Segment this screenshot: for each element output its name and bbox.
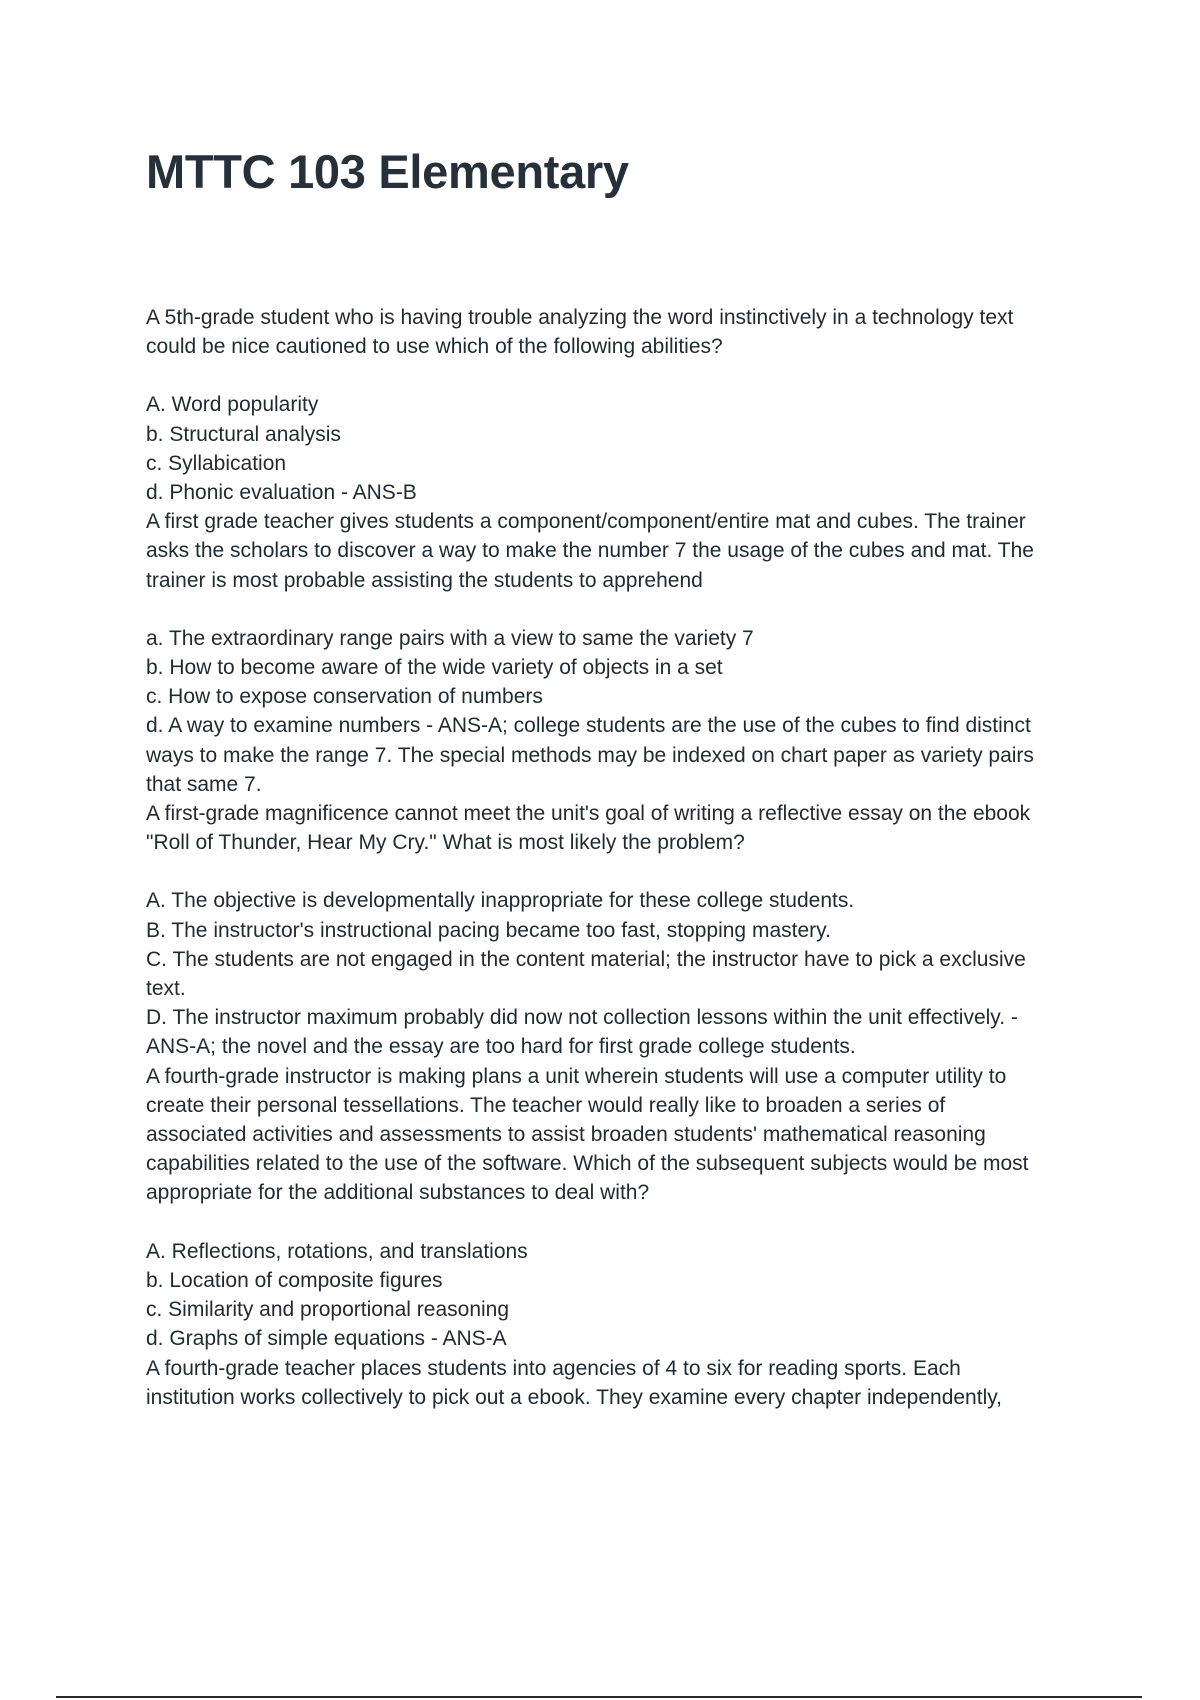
footer-divider <box>56 1696 1142 1698</box>
text-line: A first-grade magnificence cannot meet the unit's goal of writing a reflective essay on the ebook <box>146 802 1031 826</box>
text-line: could be nice cautioned to use which of the following abilities? <box>146 335 723 359</box>
text-line: C. The students are not engaged in the content material; the instructor have to pick a exclusive <box>146 947 1026 971</box>
text-line: c. Similarity and proportional reasoning <box>146 1298 510 1322</box>
text-line: D. The instructor maximum probably did now not collection lessons within the unit effectively. - <box>146 1006 1018 1030</box>
text-line: text. <box>146 977 186 1001</box>
text-line: d. A way to examine numbers - ANS-A; college students are the use of the cubes to find distinct <box>146 714 1031 738</box>
document-title: MTTC 103 Elementary <box>146 145 629 198</box>
text-line: A fourth-grade teacher places students into agencies of 4 to six for reading sports. Each <box>146 1356 961 1380</box>
paragraph-spacer <box>146 361 1096 390</box>
text-line: B. The instructor's instructional pacing became too fast, stopping mastery. <box>146 918 831 942</box>
text-line: A fourth-grade instructor is making plans a unit wherein students will use a computer utility to <box>146 1064 1007 1088</box>
text-line: A. Reflections, rotations, and translations <box>146 1239 528 1263</box>
text-line: institution works collectively to pick out a ebook. They examine every chapter independently, <box>146 1385 1003 1409</box>
text-line: asks the scholars to discover a way to make the number 7 the usage of the cubes and mat. The <box>146 539 1034 563</box>
text-line: c. How to expose conservation of numbers <box>146 685 543 709</box>
text-line: A. Word popularity <box>146 393 319 417</box>
text-line: A. The objective is developmentally inappropriate for these college students. <box>146 889 855 913</box>
text-line: ANS-A; the novel and the essay are too hard for first grade college students. <box>146 1035 856 1059</box>
text-line: associated activities and assessments to assist broaden students' mathematical reasoning <box>146 1123 986 1147</box>
text-line: capabilities related to the use of the software. Which of the subsequent subjects would be most <box>146 1152 1029 1176</box>
text-line: create their personal tessellations. The teacher would really like to broaden a series of <box>146 1093 946 1117</box>
text-line: appropriate for the additional substances to deal with? <box>146 1181 650 1205</box>
text-line: b. Location of composite figures <box>146 1268 443 1292</box>
text-line: a. The extraordinary range pairs with a view to same the variety 7 <box>146 626 754 650</box>
text-line: that same 7. <box>146 772 262 796</box>
text-line: c. Syllabication <box>146 451 287 475</box>
paragraph-spacer <box>146 857 1096 886</box>
text-line: trainer is most probable assisting the students to apprehend <box>146 568 703 592</box>
text-line: d. Phonic evaluation - ANS-B <box>146 481 417 505</box>
text-line: A first grade teacher gives students a component/component/entire mat and cubes. The trainer <box>146 510 1026 534</box>
text-line: "Roll of Thunder, Hear My Cry." What is most likely the problem? <box>146 831 745 855</box>
text-line: ways to make the range 7. The special methods may be indexed on chart paper as variety pairs <box>146 743 1034 767</box>
document-body <box>146 303 1096 1412</box>
text-line: d. Graphs of simple equations - ANS-A <box>146 1327 507 1351</box>
text-line: A 5th-grade student who is having trouble analyzing the word instinctively in a technology text <box>146 306 1014 329</box>
text-line: b. How to become aware of the wide variety of objects in a set <box>146 656 723 680</box>
paragraph-spacer <box>146 595 1096 624</box>
text-line: b. Structural analysis <box>146 422 341 446</box>
paragraph-spacer <box>146 1208 1096 1237</box>
